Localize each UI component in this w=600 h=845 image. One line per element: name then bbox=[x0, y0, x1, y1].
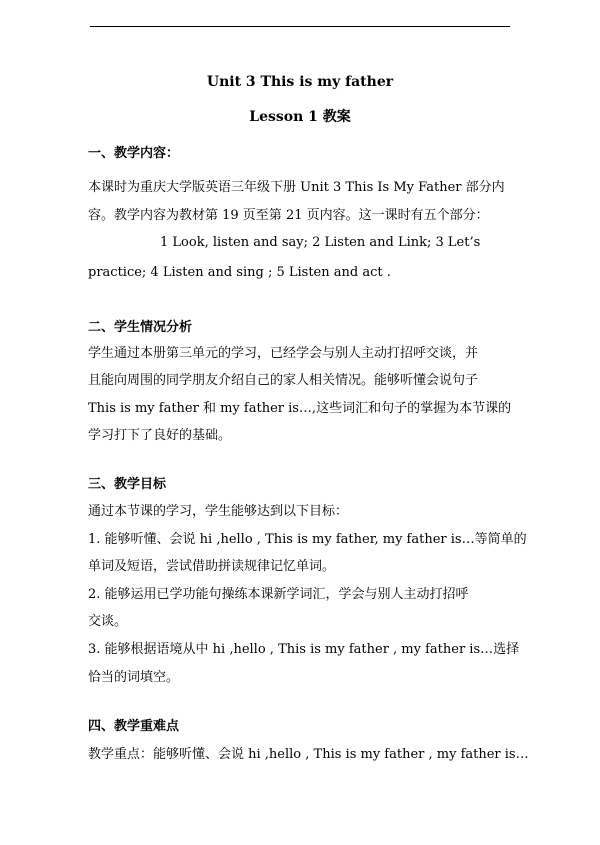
paragraph-line: 1 Look, listen and say; 2 Listen and Link; 3 Let’s bbox=[160, 235, 481, 250]
document-title: Unit 3 This is my father bbox=[206, 74, 394, 90]
paragraph-line: 通过本节课的学习，学生能够达到以下目标： bbox=[88, 504, 349, 519]
paragraph-line: 教学重点：能够听懂、会说 hi ,hello , This is my father , my father is… bbox=[88, 747, 529, 762]
header-rule bbox=[90, 26, 510, 27]
list-item-line: 3. 能够根据语境从中 hi ,hello , This is my father , my father is…选择 bbox=[88, 642, 520, 657]
paragraph-line: 且能向周围的同学朋友介绍自己的家人相关情况。能够听懂会说句子 bbox=[88, 373, 479, 388]
paragraph-line: This is my father 和 my father is…,这些词汇和句子的掌握为本节课的 bbox=[88, 401, 512, 416]
list-item-line: 2. 能够运用已学功能句操练本课新学词汇，学会与别人主动打招呼 bbox=[88, 587, 469, 602]
section-heading-teaching-content: 一、教学内容： bbox=[88, 146, 180, 161]
section-heading-student-analysis: 二、学生情况分析 bbox=[88, 320, 193, 335]
paragraph-line: 本课时为重庆大学版英语三年级下册 Unit 3 This Is My Father 部分内 bbox=[88, 180, 505, 195]
paragraph-line: 容。教学内容为教材第 19 页至第 21 页内容。这一课时有五个部分： bbox=[88, 208, 489, 223]
paragraph-line: 学生通过本册第三单元的学习，已经学会与别人主动打招呼交谈，并 bbox=[88, 346, 479, 361]
list-item-line: 单词及短语，尝试借助拼读规律记忆单词。 bbox=[88, 559, 336, 574]
list-item-line: 1. 能够听懂、会说 hi ,hello , This is my father, my father is…等简单的 bbox=[88, 532, 527, 547]
list-item-line: 恰当的词填空。 bbox=[88, 670, 180, 685]
list-item-line: 交谈。 bbox=[88, 614, 128, 629]
section-heading-teaching-goals: 三、教学目标 bbox=[88, 477, 167, 492]
section-heading-key-points: 四、教学重难点 bbox=[88, 719, 180, 734]
paragraph-line: 学习打下了良好的基础。 bbox=[88, 428, 232, 443]
document-subtitle: Lesson 1 教案 bbox=[249, 109, 351, 125]
paragraph-line: practice; 4 Listen and sing ; 5 Listen and act . bbox=[88, 265, 391, 280]
